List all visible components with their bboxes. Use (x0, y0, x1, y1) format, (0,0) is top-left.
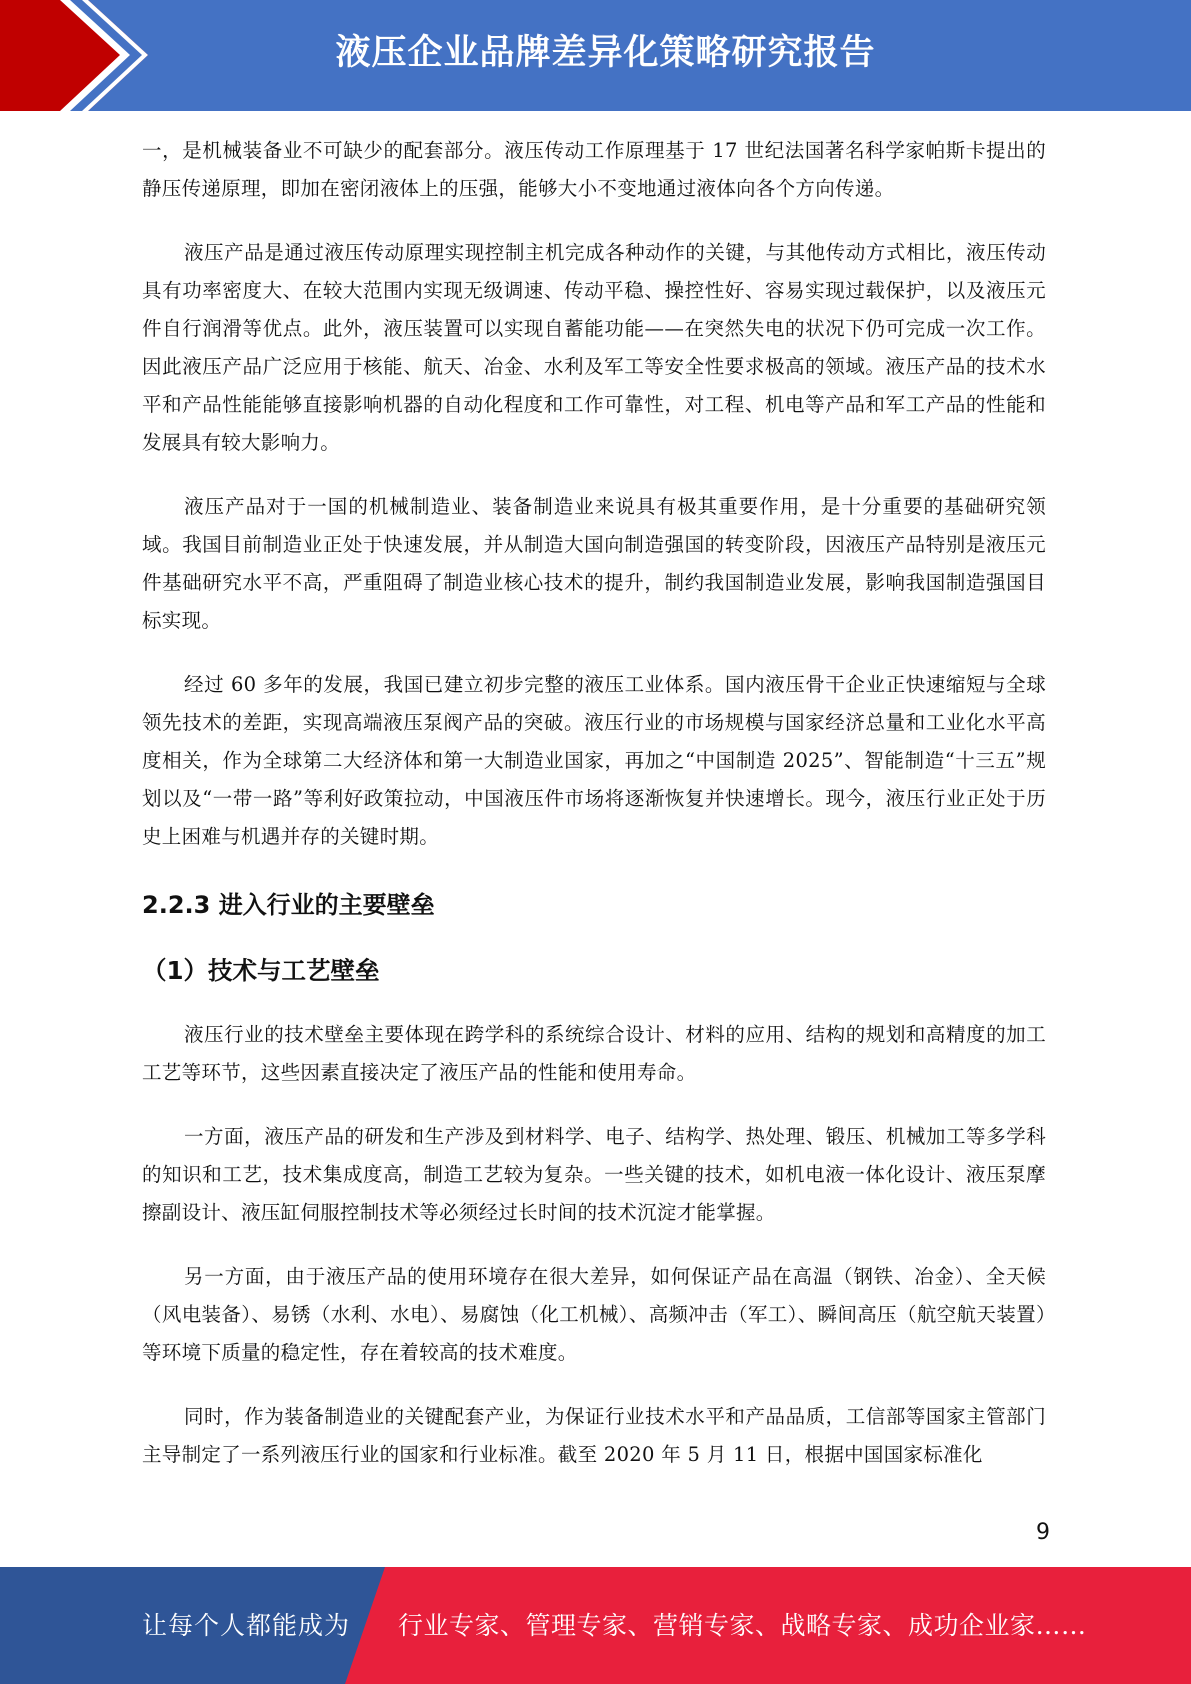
paragraph-4: 经过 60 多年的发展，我国已建立初步完整的液压工业体系。国内液压骨干企业正快速缩短与全球领先技术的差距，实现高端液压泵阀产品的突破。液压行业的市场规模与国家经济总量和工业化水平高度相关，作为全球第二大经济体和第一大制造业国家，再加之“中国制造 2025”、智能制造“十三五”规划以及“一带一路”等利好政策拉动，中国液压件市场将逐渐恢复并快速增长。现今，液压行业正处于历史上困难与机遇并存的关键时期。 (142, 673, 1046, 848)
paragraph-1: 一，是机械装备业不可缺少的配套部分。液压传动工作原理基于 17 世纪法国著名科学家帕斯卡提出的静压传递原理，即加在密闭液体上的压强，能够大小不变地通过液体向各个方向传递。 (142, 139, 1046, 200)
paragraph-2: 液压产品是通过液压传动原理实现控制主机完成各种动作的关键，与其他传动方式相比，液压传动具有功率密度大、在较大范围内实现无级调速、传动平稳、操控性好、容易实现过载保护，以及液压元件自行润滑等优点。此外，液压装置可以实现自蓄能功能——在突然失电的状况下仍可完成一次工作。因此液压产品广泛应用于核能、航天、冶金、水利及军工等安全性要求极高的领域。液压产品的技术水平和产品性能能够直接影响机器的自动化程度和工作可靠性，对工程、机电等产品和军工产品的性能和发展具有较大影响力。 (142, 241, 1046, 454)
subsection-heading: （1）技术与工艺壁垒 (142, 956, 380, 985)
paragraph-3: 液压产品对于一国的机械制造业、装备制造业来说具有极其重要作用，是十分重要的基础研究领域。我国目前制造业正处于快速发展，并从制造大国向制造强国的转变阶段，因液压产品特别是液压元件基础研究水平不高，严重阻碍了制造业核心技术的提升，制约我国制造业发展，影响我国制造强国目标实现。 (142, 495, 1046, 632)
paragraph-6: 一方面，液压产品的研发和生产涉及到材料学、电子、结构学、热处理、锻压、机械加工等多学科的知识和工艺，技术集成度高，制造工艺较为复杂。一些关键的技术，如机电液一体化设计、液压泵摩擦副设计、液压缸伺服控制技术等必须经过长时间的技术沉淀才能掌握。 (142, 1125, 1046, 1224)
footer-slogan-left: 让每个人都能成为 (142, 1611, 351, 1640)
paragraph-8: 同时，作为装备制造业的关键配套产业，为保证行业技术水平和产品品质，工信部等国家主管部门主导制定了一系列液压行业的国家和行业标准。截至 2020 年 5 月 11 日，根据中国国家标准化 (142, 1405, 1046, 1466)
paragraph-7: 另一方面，由于液压产品的使用环境存在很大差异，如何保证产品在高温（钢铁、冶金）、全天候（风电装备）、易锈（水利、水电）、易腐蚀（化工机械）、高频冲击（军工）、瞬间高压（航空航天装置）等环境下质量的稳定性，存在着较高的技术难度。 (142, 1265, 1046, 1364)
section-heading: 2.2.3 进入行业的主要壁垒 (142, 891, 435, 919)
page-header (0, 0, 1191, 111)
report-title: 液压企业品牌差异化策略研究报告 (335, 33, 876, 73)
footer-slogan-right: 行业专家、管理专家、营销专家、战略专家、成功企业家…… (398, 1611, 1087, 1640)
page-content (142, 132, 1046, 1474)
paragraph-5: 液压行业的技术壁垒主要体现在跨学科的系统综合设计、材料的应用、结构的规划和高精度的加工工艺等环节，这些因素直接决定了液压产品的性能和使用寿命。 (142, 1023, 1046, 1084)
page-footer (0, 1567, 1191, 1684)
page-number: 9 (1036, 1520, 1050, 1545)
